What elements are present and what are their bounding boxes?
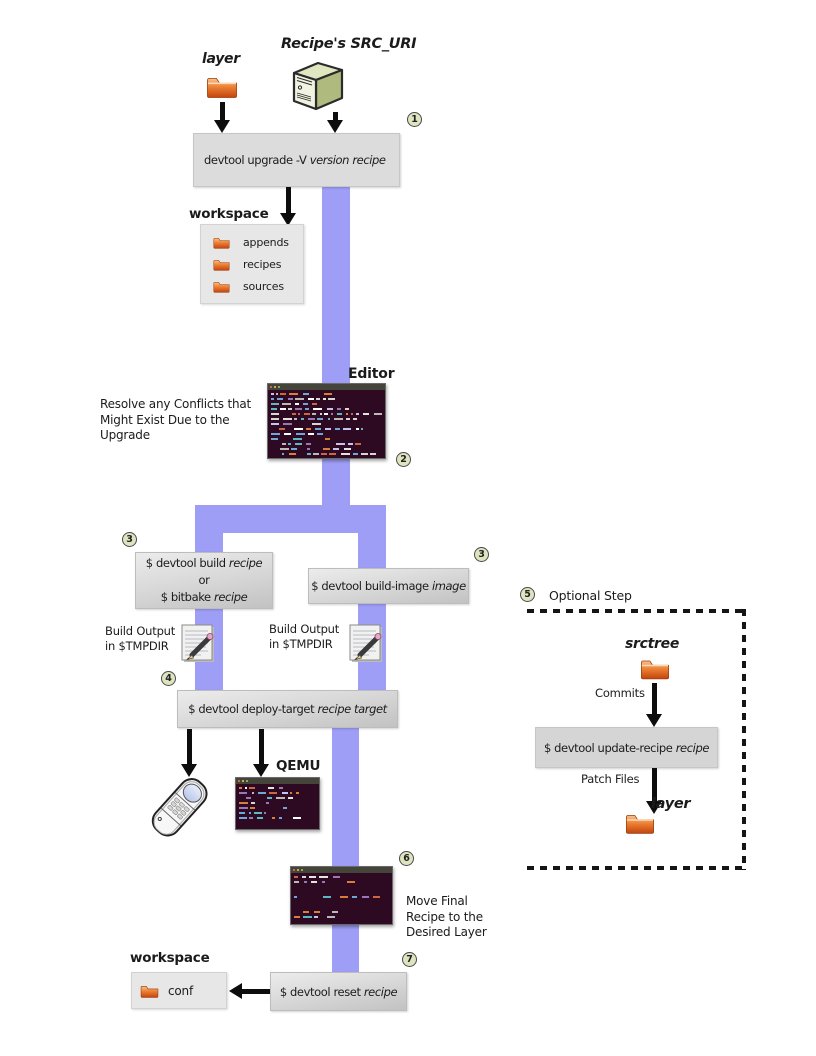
optional-border-bottom: [527, 866, 746, 870]
step-badge-2: 2: [396, 452, 411, 467]
qemu-terminal-screenshot: [235, 777, 320, 830]
bitbake-cmd-text: $ bitbake: [160, 589, 211, 604]
terminal-content: [236, 784, 319, 829]
flow-band-main: [322, 187, 350, 533]
layer-label: layer: [202, 51, 240, 67]
server-icon: [287, 56, 349, 114]
workspace-item-label: recipes: [243, 257, 282, 271]
build-image-cmd-text: $ devtool build-image: [311, 579, 429, 593]
workspace-item-recipes: [201, 253, 303, 275]
folder-icon: [206, 74, 238, 99]
build-cmd-arg: recipe: [228, 556, 263, 571]
step-badge-7: 7: [402, 952, 417, 967]
or-label: or: [198, 573, 210, 588]
arrow-layer-to-upgrade: [214, 102, 230, 133]
bitbake-cmd-arg: recipe: [214, 589, 248, 604]
devtool-upgrade-box: [193, 133, 400, 187]
flow-band-lower: [332, 727, 359, 973]
reset-cmd-arg: recipe: [363, 984, 398, 999]
workspace-item-conf: [132, 980, 226, 1002]
flow-band-right-branch: [358, 533, 386, 691]
editor-label: Editor: [348, 366, 395, 382]
arrow-srcuri-to-upgrade: [327, 112, 343, 133]
workspace-item-label: appends: [243, 235, 289, 249]
arrow-upgrade-to-workspace: [280, 187, 296, 226]
optional-border-top: [527, 609, 746, 613]
notepad-pencil-icon: [347, 623, 385, 664]
step-badge-6: 6: [399, 851, 414, 866]
build-image-cmd-arg: image: [431, 579, 466, 593]
devtool-build-image-box: [308, 568, 469, 604]
workspace-item-label: sources: [243, 279, 284, 293]
deploy-cmd-arg: recipe target: [317, 702, 387, 716]
workspace-top-box: [200, 224, 304, 304]
move-final-recipe-note: Move Final Recipe to the Desired Layer: [406, 894, 487, 940]
step-badge-1: 1: [407, 112, 422, 127]
src-uri-label: Recipe's SRC_URI: [281, 36, 417, 52]
commits-label: Commits: [595, 686, 645, 700]
devtool-update-recipe-box: [535, 727, 718, 768]
workspace-top-title: workspace: [189, 206, 269, 222]
optional-border-right: [742, 609, 746, 870]
folder-icon: [213, 236, 230, 249]
upgrade-arg-recipe: recipe: [352, 153, 386, 167]
upgrade-arg-version: version: [309, 153, 350, 167]
conf-item-label: conf: [168, 983, 193, 998]
optional-step-label: Optional Step: [549, 588, 632, 603]
step-badge-3-left: 3: [122, 532, 137, 547]
workspace-item-appends: [201, 231, 303, 253]
qemu-label: QEMU: [276, 758, 321, 774]
workspace-item-sources: [201, 275, 303, 297]
layer-right-label: layer: [651, 796, 691, 812]
folder-icon: [140, 984, 159, 998]
srctree-label: srctree: [625, 636, 680, 652]
editor-terminal-screenshot: [267, 383, 386, 459]
step-badge-5: 5: [520, 587, 535, 602]
terminal-content: [268, 390, 385, 458]
upgrade-cmd-text: devtool upgrade -V: [204, 153, 307, 167]
arrow-srctree-to-update: [646, 683, 662, 727]
step-badge-3-right: 3: [474, 547, 489, 562]
workspace-bottom-box: [131, 972, 227, 1009]
folder-icon: [213, 280, 230, 293]
target-device-phone-icon: [141, 772, 217, 844]
patch-files-label: Patch Files: [581, 772, 640, 786]
build-output-note-left: Build Output in $TMPDIR: [105, 624, 176, 653]
move-recipe-terminal-screenshot: [290, 866, 393, 925]
folder-icon: [213, 258, 230, 271]
reset-cmd-text: $ devtool reset: [279, 984, 361, 999]
arrow-deploy-to-device: [181, 729, 197, 777]
devtool-reset-box: [270, 972, 407, 1011]
flow-band-split: [195, 505, 386, 533]
update-recipe-cmd-text: $ devtool update-recipe: [543, 740, 673, 755]
folder-icon: [625, 810, 655, 836]
devtool-build-box: [135, 552, 273, 609]
terminal-content: [291, 873, 392, 924]
build-cmd-text: $ devtool build: [145, 556, 226, 571]
folder-icon: [640, 656, 670, 681]
build-output-note-right: Build Output in $TMPDIR: [269, 622, 340, 651]
devtool-deploy-target-box: [177, 690, 398, 728]
workspace-bottom-title: workspace: [130, 950, 210, 966]
arrow-reset-to-workspace: [229, 983, 271, 999]
resolve-conflicts-note: Resolve any Conflicts that Might Exist Due to the Upgrade: [100, 397, 252, 443]
notepad-pencil-icon: [179, 623, 217, 664]
step-badge-4: 4: [161, 671, 176, 686]
update-recipe-cmd-arg: recipe: [675, 740, 710, 755]
deploy-cmd-text: $ devtool deploy-target: [188, 702, 315, 716]
arrow-deploy-to-qemu: [253, 729, 269, 777]
